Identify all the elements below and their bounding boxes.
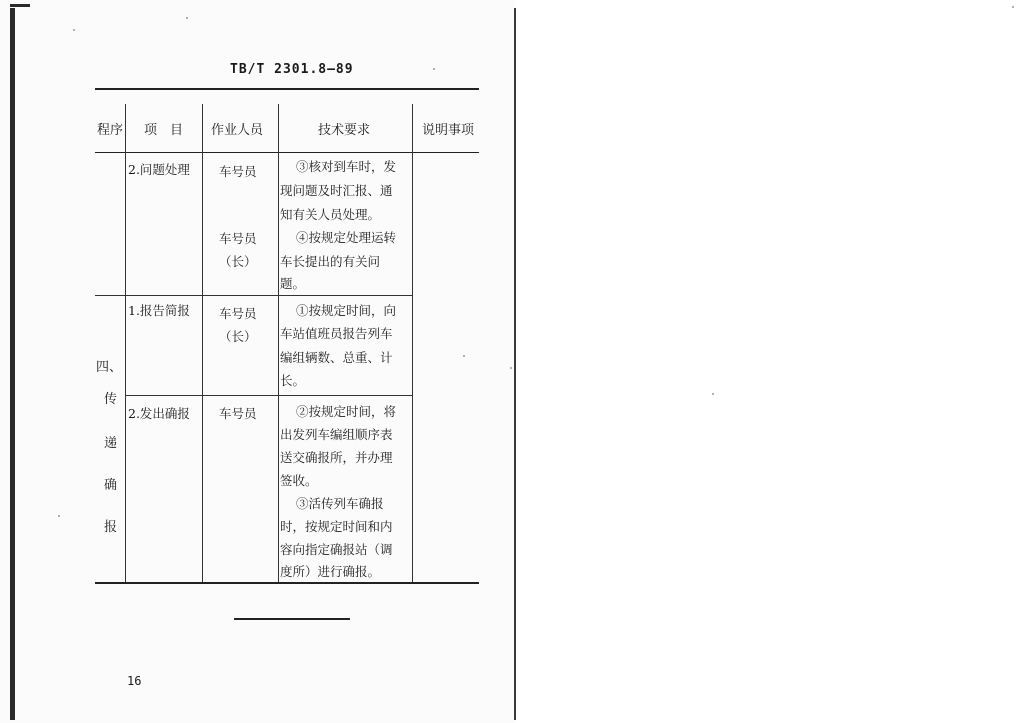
col-header-notes: 说明事项: [422, 123, 475, 138]
row-personnel: 车号员: [219, 406, 257, 421]
footer-rule: [234, 618, 350, 620]
row-item: 2.问题处理: [128, 162, 190, 177]
requirement-line: 度所）进行确报。: [280, 564, 381, 579]
row-personnel: 车号员: [219, 231, 257, 246]
row-divider-2: [125, 395, 412, 396]
requirement-line: 出发列车编组顺序表: [280, 427, 393, 442]
scan-binding-edge: [10, 8, 15, 720]
row-personnel: 车号员: [219, 306, 257, 321]
requirement-line: 长。: [280, 373, 306, 388]
page-fold-line: [514, 8, 516, 720]
requirement-line: 送交确报所，并办理: [280, 450, 393, 465]
requirement-line: ③活传列车确报: [296, 496, 384, 511]
row-divider-stage: [95, 295, 412, 296]
table-header-rule: [95, 152, 479, 153]
requirement-line: 知有关人员处理。: [280, 207, 381, 222]
stage-label-char: 报: [104, 520, 118, 535]
requirement-line: 题。: [280, 276, 306, 291]
scan-speck: [1012, 6, 1014, 8]
requirement-line: 车长提出的有关问: [280, 254, 381, 269]
stage-label-char: 四、: [96, 360, 123, 375]
scan-speck: [712, 393, 714, 395]
stage-label-char: 传: [104, 392, 118, 407]
stage-label-char: 递: [104, 436, 118, 451]
col-header-item: 项 目: [144, 123, 184, 138]
requirement-line: ④按规定处理运转: [296, 230, 397, 245]
table-top-rule: [95, 88, 479, 90]
col-divider-1: [125, 104, 126, 582]
requirement-line: 编组辆数、总重、计: [280, 350, 393, 365]
col-header-personnel: 作业人员: [211, 123, 264, 138]
scan-speck: [433, 68, 435, 70]
requirement-line: ②按规定时间，将: [296, 404, 397, 419]
document-code: TB/T 2301.8—89: [230, 62, 354, 77]
requirement-line: ①按规定时间，向: [296, 303, 397, 318]
requirement-line: ③核对到车时，发: [296, 159, 397, 174]
row-item: 1.报告简报: [128, 303, 190, 318]
requirement-line: 现问题及时汇报、通: [280, 183, 393, 198]
col-divider-3: [278, 104, 279, 582]
scan-speck: [73, 29, 75, 31]
row-personnel: （长）: [219, 329, 257, 344]
col-header-requirements: 技术要求: [318, 123, 371, 138]
requirement-line: 时，按规定时间和内: [280, 519, 393, 534]
scan-speck: [186, 17, 188, 19]
row-item: 2.发出确报: [128, 406, 190, 421]
row-personnel: 车号员: [219, 164, 257, 179]
scan-speck: [58, 515, 60, 517]
stage-label-char: 确: [104, 478, 118, 493]
requirement-line: 签收。: [280, 473, 318, 488]
row-personnel: （长）: [219, 254, 257, 269]
requirement-line: 容向指定确报站（调: [280, 542, 393, 557]
scan-speck: [463, 355, 465, 357]
requirement-line: 车站值班员报告列车: [280, 326, 393, 341]
col-divider-4: [412, 104, 413, 582]
col-divider-2: [202, 104, 203, 582]
page-number: 16: [127, 674, 142, 688]
col-header-procedure: 程序: [97, 123, 124, 138]
scan-speck: [510, 367, 512, 369]
scan-corner-mark: [10, 4, 30, 13]
